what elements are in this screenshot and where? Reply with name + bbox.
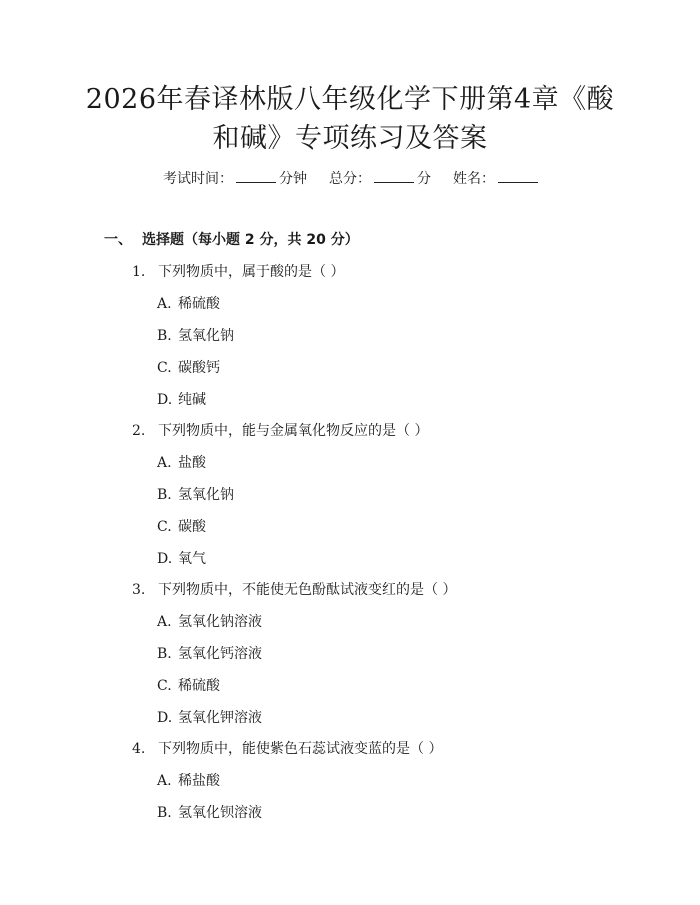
option-text: 氧气 <box>178 551 206 567</box>
question-text: 下列物质中，能与金属氧化物反应的是（ ） <box>158 423 429 439</box>
question <box>132 739 442 759</box>
option-text: 稀硫酸 <box>178 678 220 694</box>
question-text: 下列物质中，不能使无色酚酞试液变红的是（ ） <box>158 582 457 598</box>
total-score-label: 总分： <box>329 171 371 187</box>
option-text: 氢氧化钠溶液 <box>178 614 262 630</box>
option <box>157 644 262 664</box>
option <box>157 708 262 728</box>
question-number: 1. <box>132 264 146 280</box>
option-letter: A. <box>157 455 172 471</box>
option-text: 碳酸 <box>178 519 206 535</box>
title-line-1: 2026年春译林版八年级化学下册第4章《酸 <box>85 84 615 115</box>
option <box>157 517 206 537</box>
option <box>157 453 206 473</box>
option-text: 稀盐酸 <box>178 773 220 789</box>
section-title: 选择题（每小题 2 分，共 20 分） <box>142 232 359 248</box>
question <box>132 421 428 441</box>
option-text: 纯碱 <box>178 392 206 408</box>
option-letter: B. <box>157 328 172 344</box>
option-text: 氢氧化钠 <box>178 328 234 344</box>
question <box>132 580 456 600</box>
option-letter: D. <box>157 710 173 726</box>
option <box>157 771 220 791</box>
option <box>157 485 234 505</box>
student-name-label: 姓名： <box>453 171 495 187</box>
option-letter: B. <box>157 646 172 662</box>
section-heading <box>104 230 359 250</box>
option <box>157 358 220 378</box>
exam-time-blank[interactable] <box>236 168 276 183</box>
total-score-blank[interactable] <box>374 168 414 183</box>
option-letter: C. <box>157 360 172 376</box>
option-letter: A. <box>157 296 172 312</box>
option-letter: A. <box>157 773 172 789</box>
question-text: 下列物质中，属于酸的是（ ） <box>158 264 345 280</box>
option <box>157 803 262 823</box>
student-name <box>453 168 541 189</box>
option <box>157 390 206 410</box>
option-letter: C. <box>157 678 172 694</box>
option-text: 氢氧化钠 <box>178 487 234 503</box>
exam-time-unit: 分钟 <box>279 171 307 187</box>
option-text: 盐酸 <box>178 455 206 471</box>
option-text: 氢氧化钡溶液 <box>178 805 262 821</box>
student-name-blank[interactable] <box>498 168 538 183</box>
option-letter: A. <box>157 614 172 630</box>
section-number: 一、 <box>104 232 132 248</box>
option-text: 氢氧化钾溶液 <box>178 710 262 726</box>
question-number: 4. <box>132 741 146 757</box>
question-number: 3. <box>132 582 146 598</box>
option-letter: B. <box>157 805 172 821</box>
option <box>157 326 234 346</box>
option-letter: B. <box>157 487 172 503</box>
question <box>132 262 344 282</box>
option <box>157 676 220 696</box>
option-text: 氢氧化钙溶液 <box>178 646 262 662</box>
title-line-2: 和碱》专项练习及答案 <box>212 123 488 154</box>
option-letter: C. <box>157 519 172 535</box>
total-score <box>329 168 431 189</box>
option <box>157 612 262 632</box>
option <box>157 294 220 314</box>
option-text: 稀硫酸 <box>178 296 220 312</box>
question-number: 2. <box>132 423 146 439</box>
option <box>157 549 206 569</box>
exam-time <box>163 168 307 189</box>
option-letter: D. <box>157 551 173 567</box>
total-score-unit: 分 <box>417 171 431 187</box>
exam-time-label: 考试时间： <box>163 171 233 187</box>
question-text: 下列物质中，能使紫色石蕊试液变蓝的是（ ） <box>158 741 443 757</box>
option-text: 碳酸钙 <box>178 360 220 376</box>
option-letter: D. <box>157 392 173 408</box>
